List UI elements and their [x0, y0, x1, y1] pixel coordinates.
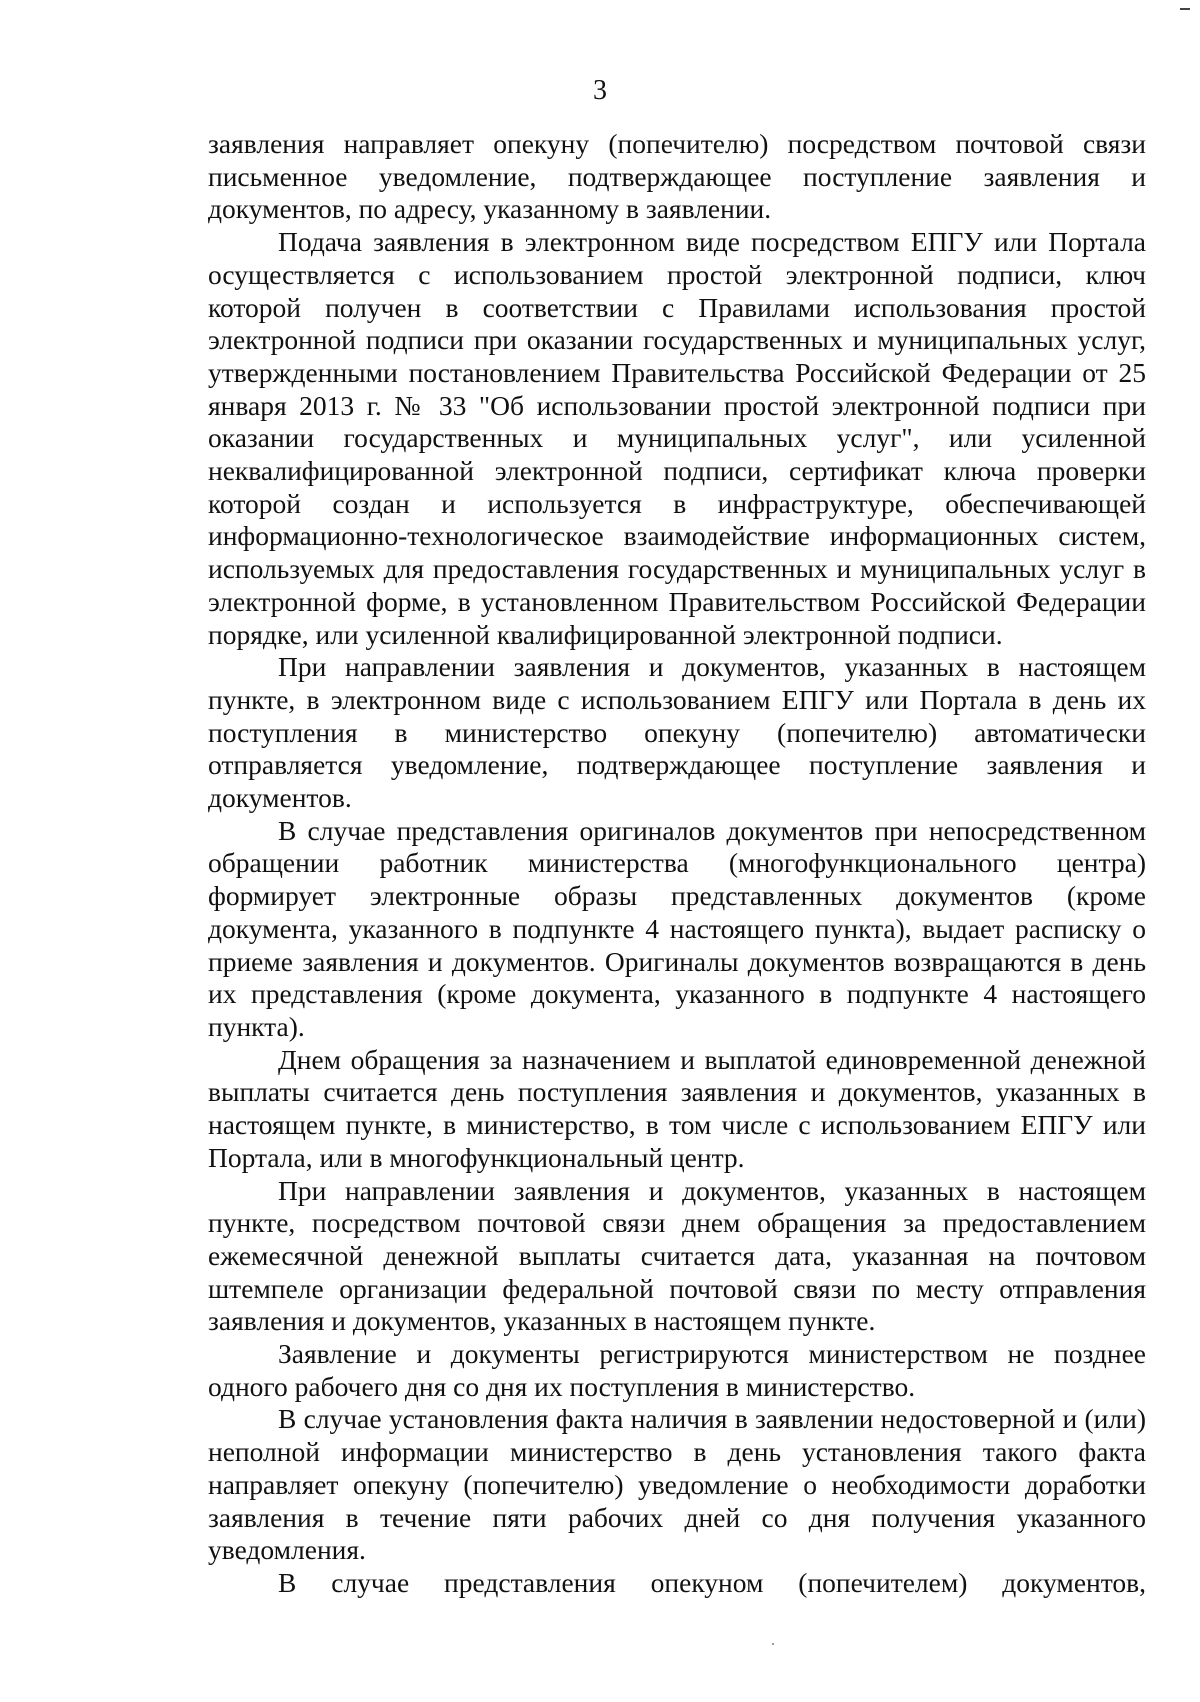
paragraph-documents-continued: В случае представления опекуном (попечителем) документов,	[278, 1566, 1146, 1598]
paragraph-registration: Заявление и документы регистрируются министерством не позднее одного рабочего дня со дня их поступления в министерство.	[208, 1338, 1146, 1402]
paragraph-original-documents: В случае представления оригиналов документов при непосредственном обращении работник министерства (многофункционального центра) формирует электронные образы представленных документов (кроме документа, указанного в подпункте 4 настоящего пункта), выдает расписку о приеме заявления и документов. Оригиналы документов возвращаются в день их представления (кроме документа, указанного в подпункте 4 настоящего пункта).	[208, 814, 1146, 1042]
page-number: 3	[593, 75, 607, 106]
paragraph-application-date: Днем обращения за назначением и выплатой единовременной денежной выплаты считается день поступления заявления и документов, указанных в настоящем пункте, в министерство, в том числе с использованием ЕПГУ или Портала, или в многофункциональный центр.	[208, 1043, 1146, 1173]
scan-dot	[772, 1643, 774, 1645]
paragraph-electronic-signature: Подача заявления в электронном виде посредством ЕПГУ или Портала осуществляется с использованием простой электронной подписи, ключ которой получен в соответствии с Правилами использования простой электронной подписи при оказании государственных и муниципальных услуг, утвержденными постановлением Правительства Российской Федерации от 25 января 2013 г. № 33 "Об использовании простой электронной подписи при оказании государственных и муниципальных услуг", или усиленной неквалифицированной электронной подписи, сертификат ключа проверки которой создан и используется в инфраструктуре, обеспечивающей информационно-технологическое взаимодействие информационных систем, используемых для предоставления государственных и муниципальных услуг в электронной форме, в установленном Правительством Российской Федерации порядке, или усиленной квалифицированной электронной подписи.	[208, 226, 1146, 650]
scan-mark	[1180, 8, 1190, 10]
paragraph-postal-submission: При направлении заявления и документов, указанных в настоящем пункте, посредством почтовой связи днем обращения за предоставлением ежемесячной денежной выплаты считается дата, указанная на почтовом штемпеле организации федеральной почтовой связи по месту отправления заявления и документов, указанных в настоящем пункте.	[208, 1174, 1146, 1337]
document-body	[208, 128, 1146, 1600]
paragraph-continuation: заявления направляет опекуну (попечителю) посредством почтовой связи письменное уведомление, подтверждающее поступление заявления и документов, по адресу, указанному в заявлении.	[208, 128, 1146, 225]
paragraph-electronic-submission: При направлении заявления и документов, указанных в настоящем пункте, в электронном виде с использованием ЕПГУ или Портала в день их поступления в министерство опекуну (попечителю) автоматически отправляется уведомление, подтверждающее поступление заявления и документов.	[208, 651, 1146, 814]
paragraph-incomplete-information: В случае установления факта наличия в заявлении недостоверной и (или) неполной информации министерство в день установления такого факта направляет опекуну (попечителю) уведомление о необходимости доработки заявления в течение пяти рабочих дней со дня получения указанного уведомления.	[208, 1403, 1146, 1566]
